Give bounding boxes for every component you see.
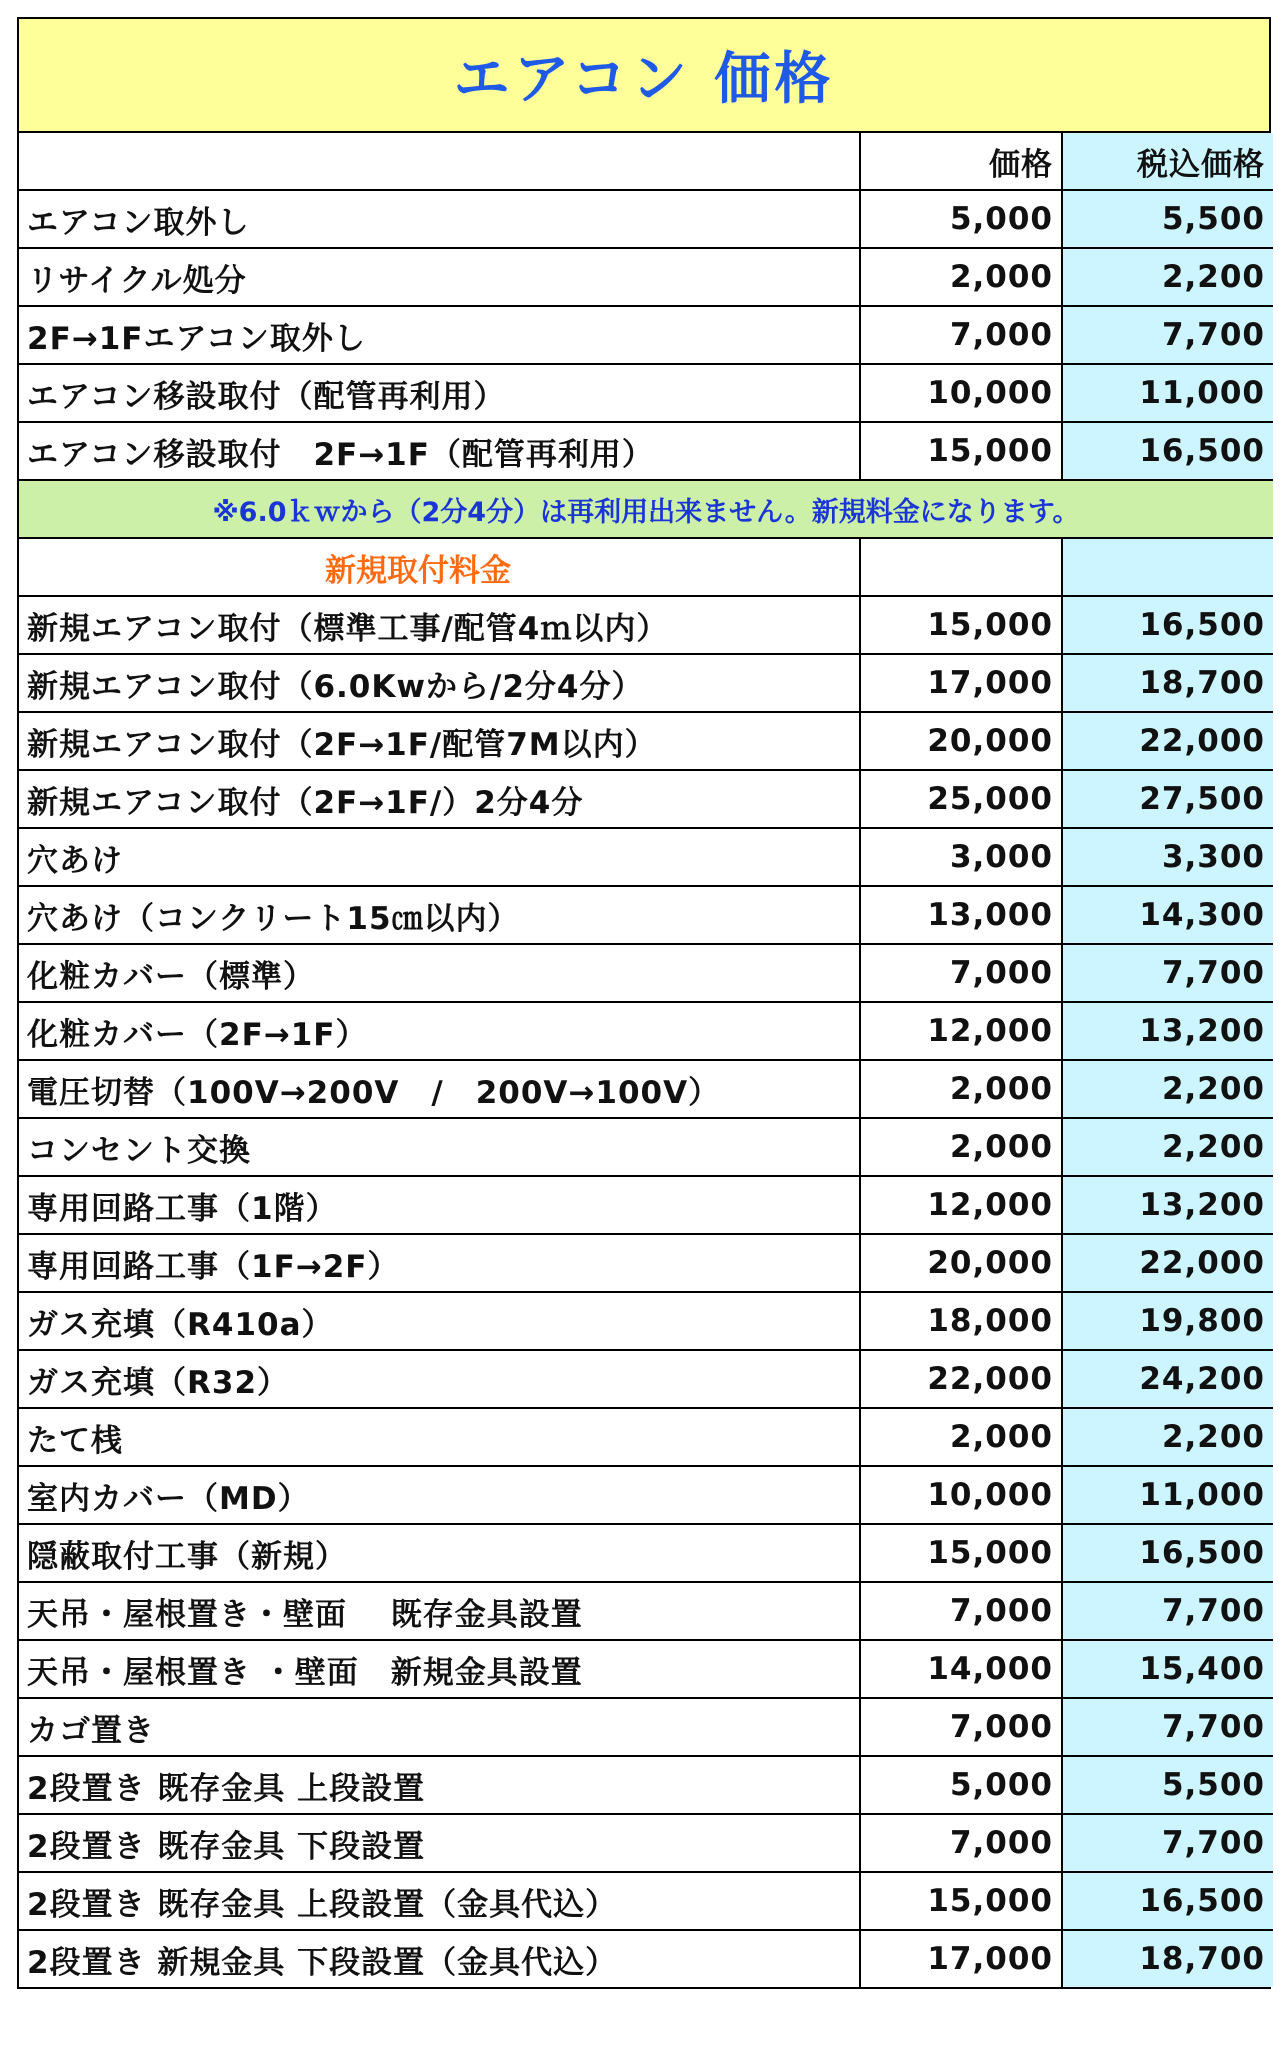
- item-name: 化粧カバー（標準）: [19, 944, 860, 1002]
- item-tax-price: 11,000: [1062, 1466, 1273, 1524]
- item-name: 室内カバー（MD）: [19, 1466, 860, 1524]
- item-tax-price: 16,500: [1062, 1524, 1273, 1582]
- item-tax-price: 2,200: [1062, 248, 1273, 306]
- item-tax-price: 14,300: [1062, 886, 1273, 944]
- item-price: 7,000: [860, 1698, 1062, 1756]
- table-row: [19, 306, 1273, 364]
- item-name: 2段置き 既存金具 上段設置（金具代込）: [19, 1872, 860, 1930]
- item-price: 15,000: [860, 1872, 1062, 1930]
- item-name: 隠蔽取付工事（新規）: [19, 1524, 860, 1582]
- table-row: [19, 1350, 1273, 1408]
- item-tax-price: 2,200: [1062, 1408, 1273, 1466]
- table-row: [19, 596, 1273, 654]
- table-row: [19, 1292, 1273, 1350]
- table-row: [19, 1698, 1273, 1756]
- item-tax-price: 2,200: [1062, 1060, 1273, 1118]
- item-tax-price: 3,300: [1062, 828, 1273, 886]
- table-row: [19, 1582, 1273, 1640]
- item-price: 2,000: [860, 1118, 1062, 1176]
- item-price: 18,000: [860, 1292, 1062, 1350]
- item-tax-price: 19,800: [1062, 1292, 1273, 1350]
- item-tax-price: 24,200: [1062, 1350, 1273, 1408]
- table-row: [19, 770, 1273, 828]
- item-price: 22,000: [860, 1350, 1062, 1408]
- item-price: 10,000: [860, 1466, 1062, 1524]
- table-row: [19, 248, 1273, 306]
- item-name: ガス充填（R410a）: [19, 1292, 860, 1350]
- table-row: [19, 1060, 1273, 1118]
- price-sheet: [17, 17, 1271, 1989]
- item-name: エアコン移設取付 2F→1F（配管再利用）: [19, 422, 860, 480]
- item-tax-price: 16,500: [1062, 1872, 1273, 1930]
- item-tax-price: 7,700: [1062, 306, 1273, 364]
- item-name: 2F→1Fエアコン取外し: [19, 306, 860, 364]
- item-name: 化粧カバー（2F→1F）: [19, 1002, 860, 1060]
- item-tax-price: 7,700: [1062, 1582, 1273, 1640]
- item-name: リサイクル処分: [19, 248, 860, 306]
- item-name: コンセント交換: [19, 1118, 860, 1176]
- item-tax-price: 27,500: [1062, 770, 1273, 828]
- item-price: 5,000: [860, 190, 1062, 248]
- item-name: 新規エアコン取付（6.0Kwから/2分4分）: [19, 654, 860, 712]
- item-price: 12,000: [860, 1176, 1062, 1234]
- item-tax-price: 5,500: [1062, 190, 1273, 248]
- item-name: 天吊・屋根置き・壁面 既存金具設置: [19, 1582, 860, 1640]
- item-tax-price: 7,700: [1062, 1698, 1273, 1756]
- item-price: 17,000: [860, 1930, 1062, 1987]
- table-row: [19, 190, 1273, 248]
- item-price: 2,000: [860, 1408, 1062, 1466]
- item-price: 10,000: [860, 364, 1062, 422]
- item-price: 7,000: [860, 306, 1062, 364]
- item-tax-price: 22,000: [1062, 1234, 1273, 1292]
- item-name: 2段置き 既存金具 下段設置: [19, 1814, 860, 1872]
- item-tax-price: 5,500: [1062, 1756, 1273, 1814]
- item-name: 2段置き 既存金具 上段設置: [19, 1756, 860, 1814]
- table-row: [19, 712, 1273, 770]
- table-row: [19, 422, 1273, 480]
- item-price: 5,000: [860, 1756, 1062, 1814]
- table-row: [19, 1466, 1273, 1524]
- item-name: 穴あけ（コンクリート15㎝以内）: [19, 886, 860, 944]
- item-price: 20,000: [860, 712, 1062, 770]
- header-row: [19, 133, 1273, 190]
- table-row: [19, 1756, 1273, 1814]
- item-price: 7,000: [860, 1582, 1062, 1640]
- empty-cell: [860, 538, 1062, 596]
- item-name: 電圧切替（100V→200V / 200V→100V）: [19, 1060, 860, 1118]
- item-tax-price: 18,700: [1062, 654, 1273, 712]
- item-price: 2,000: [860, 1060, 1062, 1118]
- item-tax-price: 13,200: [1062, 1176, 1273, 1234]
- item-name: たて桟: [19, 1408, 860, 1466]
- item-price: 15,000: [860, 422, 1062, 480]
- section-label: 新規取付料金: [19, 538, 860, 596]
- table-row: [19, 1002, 1273, 1060]
- item-price: 15,000: [860, 596, 1062, 654]
- table-row: [19, 1524, 1273, 1582]
- section-row: [19, 538, 1273, 596]
- table-row: [19, 944, 1273, 1002]
- item-name: 2段置き 新規金具 下段設置（金具代込）: [19, 1930, 860, 1987]
- item-price: 15,000: [860, 1524, 1062, 1582]
- item-name: 天吊・屋根置き ・壁面 新規金具設置: [19, 1640, 860, 1698]
- table-row: [19, 364, 1273, 422]
- item-price: 7,000: [860, 944, 1062, 1002]
- table-row: [19, 828, 1273, 886]
- item-tax-price: 15,400: [1062, 1640, 1273, 1698]
- item-name: 専用回路工事（1F→2F）: [19, 1234, 860, 1292]
- header-item-cell: [19, 133, 860, 190]
- item-name: 穴あけ: [19, 828, 860, 886]
- item-name: エアコン移設取付（配管再利用）: [19, 364, 860, 422]
- item-tax-price: 11,000: [1062, 364, 1273, 422]
- item-price: 7,000: [860, 1814, 1062, 1872]
- header-price: 価格: [860, 133, 1062, 190]
- item-name: 新規エアコン取付（2F→1F/）2分4分: [19, 770, 860, 828]
- item-price: 12,000: [860, 1002, 1062, 1060]
- item-tax-price: 7,700: [1062, 944, 1273, 1002]
- item-tax-price: 22,000: [1062, 712, 1273, 770]
- item-price: 14,000: [860, 1640, 1062, 1698]
- item-name: 新規エアコン取付（2F→1F/配管7M以内）: [19, 712, 860, 770]
- item-name: 新規エアコン取付（標準工事/配管4ｍ以内）: [19, 596, 860, 654]
- table-row: [19, 654, 1273, 712]
- table-row: [19, 1640, 1273, 1698]
- item-name: ガス充填（R32）: [19, 1350, 860, 1408]
- item-tax-price: 2,200: [1062, 1118, 1273, 1176]
- page-title: エアコン 価格: [19, 19, 1269, 133]
- table-row: [19, 886, 1273, 944]
- note-row: [19, 480, 1273, 538]
- empty-cell: [1062, 538, 1273, 596]
- table-row: [19, 1930, 1273, 1987]
- table-row: [19, 1176, 1273, 1234]
- item-price: 2,000: [860, 248, 1062, 306]
- table-row: [19, 1814, 1273, 1872]
- item-tax-price: 16,500: [1062, 596, 1273, 654]
- table-row: [19, 1408, 1273, 1466]
- item-tax-price: 13,200: [1062, 1002, 1273, 1060]
- price-table: [19, 133, 1273, 1987]
- item-price: 25,000: [860, 770, 1062, 828]
- item-price: 20,000: [860, 1234, 1062, 1292]
- table-row: [19, 1118, 1273, 1176]
- item-price: 17,000: [860, 654, 1062, 712]
- item-name: 専用回路工事（1階）: [19, 1176, 860, 1234]
- header-tax-price: 税込価格: [1062, 133, 1273, 190]
- note-text: ※6.0ｋｗから（2分4分）は再利用出来ません。新規料金になります。: [19, 480, 1273, 538]
- item-price: 3,000: [860, 828, 1062, 886]
- item-tax-price: 18,700: [1062, 1930, 1273, 1987]
- item-tax-price: 16,500: [1062, 422, 1273, 480]
- table-row: [19, 1234, 1273, 1292]
- table-row: [19, 1872, 1273, 1930]
- item-price: 13,000: [860, 886, 1062, 944]
- item-name: エアコン取外し: [19, 190, 860, 248]
- item-tax-price: 7,700: [1062, 1814, 1273, 1872]
- item-name: カゴ置き: [19, 1698, 860, 1756]
